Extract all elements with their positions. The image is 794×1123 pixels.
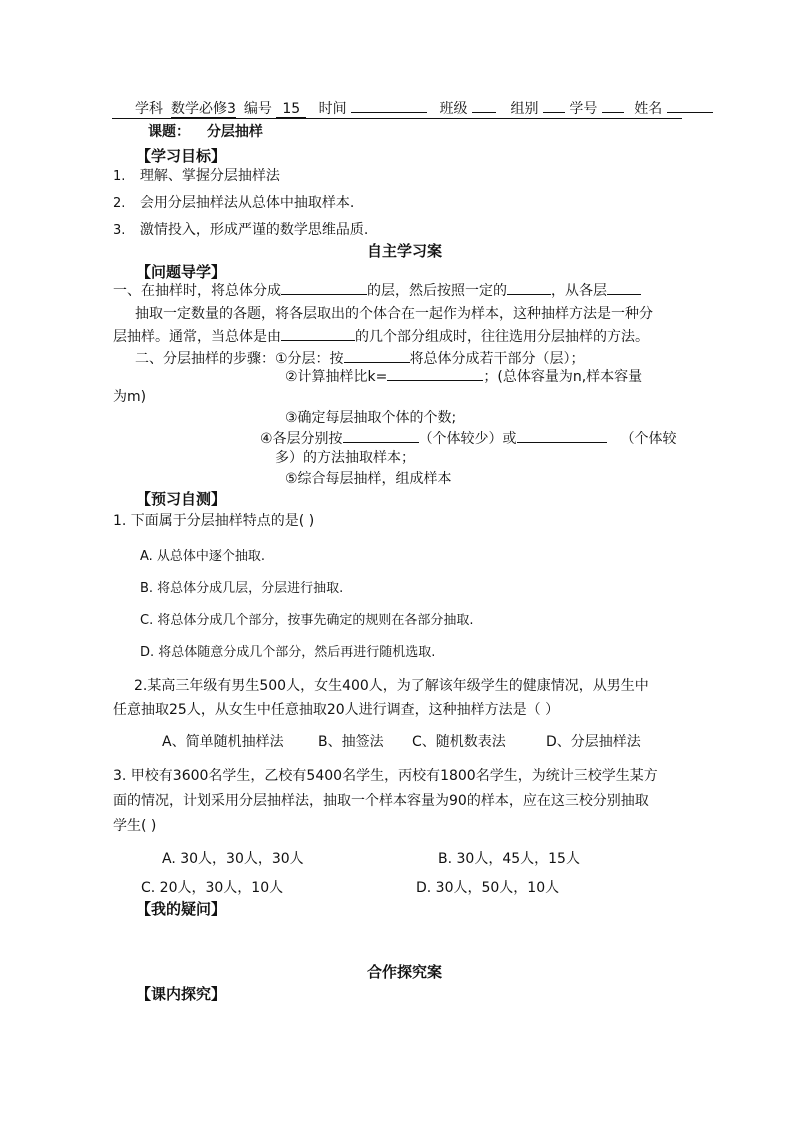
guide-paragraph-line-3: 层抽样。通常，当总体是由 的几个部分组成时，往往选用分层抽样的方法。 (113, 326, 649, 346)
q1-stem: 1. 下面属于分层抽样特点的是( ) (113, 513, 315, 529)
steps-line-4-cont: 多）的方法抽取样本； (275, 450, 415, 466)
q3-option-c: C. 20人，30人，10人 (141, 880, 284, 896)
class-label: 班级 (439, 101, 468, 117)
objectives-heading: 【学习目标】 (136, 147, 227, 165)
q1-option-b: B. 将总体分成几层，分层进行抽取. (140, 581, 344, 596)
blank-rule (507, 280, 551, 295)
pretest-heading: 【预习自测】 (136, 490, 227, 508)
steps-line-2-cont: 为m) (113, 389, 147, 405)
name-label: 姓名 (634, 101, 663, 117)
q2-stem-line-1: 2.某高三年级有男生500人，女生400人，为了解该年级学生的健康情况，从男生中 (134, 678, 649, 694)
q2-option-c: C、随机数表法 (412, 734, 506, 750)
objective-item-2: 2. 会用分层抽样法从总体中抽取样本. (113, 195, 355, 211)
lesson-title-value: 分层抽样 (206, 124, 263, 140)
q3-option-a: A. 30人，30人，30人 (162, 851, 304, 867)
number-value: 15 (276, 101, 306, 118)
number-label: 编号 (243, 101, 272, 117)
q3-stem-line-3: 学生( ) (113, 818, 157, 834)
class-blank (472, 98, 496, 113)
blank-few-method (343, 428, 419, 443)
q1-option-a: A. 从总体中逐个抽取. (140, 549, 266, 564)
q3-stem-line-2: 面的情况，计划采用分层抽样法，抽取一个样本容量为90的样本，应在这三校分别抽取 (113, 793, 649, 809)
steps-line-4: ④各层分别按 （个体较少）或 （个体较 (260, 428, 677, 448)
blank-layer (281, 280, 367, 295)
q3-stem-line-1: 3. 甲校有3600名学生，乙校有5400名学生，丙校有1800名学生，为统计三校学生某方 (113, 768, 658, 784)
subject-value: 数学必修3 (170, 101, 236, 117)
q3-option-b: B. 30人，45人，15人 (438, 851, 580, 867)
cooperative-heading: 合作探究案 (367, 963, 443, 981)
self-study-heading: 自主学习案 (367, 242, 443, 260)
steps-line-5: ⑤综合每层抽样，组成样本 (285, 471, 452, 487)
blank-composition (281, 326, 355, 341)
inclass-heading: 【课内探究】 (136, 985, 227, 1003)
id-blank (602, 98, 624, 113)
q2-option-b: B、抽签法 (318, 734, 384, 750)
q1-option-d: D. 将总体随意分成几个部分，然后再进行随机选取. (140, 645, 436, 660)
q1-option-c: C. 将总体分成几个部分，按事先确定的规则在各部分抽取. (140, 613, 474, 628)
q2-stem-line-2: 任意抽取25人，从女生中任意抽取20人进行调查，这种抽样方法是（ ） (113, 702, 560, 718)
blank-each-layer (607, 280, 641, 295)
steps-line-3: ③确定每层抽取个体的个数; (285, 410, 457, 426)
header-line (135, 98, 713, 118)
blank-many-method (517, 428, 607, 443)
blank-layer-basis (344, 348, 410, 363)
subject-label: 学科 (135, 101, 163, 117)
name-blank (667, 98, 713, 113)
blank-sampling-ratio (387, 366, 483, 381)
header-rule (112, 118, 682, 119)
steps-line-2: ②计算抽样比k= ；(总体容量为n,样本容量 (285, 366, 642, 386)
steps-line-1: 二、分层抽样的步骤：①分层：按 将总体分成若干部分（层）； (135, 348, 585, 368)
objective-item-1: 1. 理解、掌握分层抽样法 (113, 168, 280, 184)
my-questions-heading: 【我的疑问】 (136, 900, 227, 918)
q3-option-d: D. 30人，50人，10人 (416, 880, 560, 896)
guide-paragraph-line-2: 抽取一定数量的各题，将各层取出的个体合在一起作为样本，这种抽样方法是一种分 (135, 306, 653, 322)
guide-paragraph-line-1: 一、在抽样时，将总体分成 的层，然后按照一定的 ，从各层 (113, 280, 641, 300)
id-label: 学号 (569, 101, 598, 117)
time-blank (351, 98, 427, 113)
lesson-title-label: 课题： (148, 124, 190, 140)
group-blank (543, 98, 565, 113)
time-label: 时间 (318, 101, 347, 117)
objective-item-3: 3. 激情投入，形成严谨的数学思维品质. (113, 222, 369, 238)
guide-heading: 【问题导学】 (136, 263, 227, 281)
group-label: 组别 (510, 101, 539, 117)
q2-option-d: D、分层抽样法 (546, 734, 641, 750)
lesson-title (148, 121, 263, 141)
q2-option-a: A、简单随机抽样法 (162, 734, 284, 750)
